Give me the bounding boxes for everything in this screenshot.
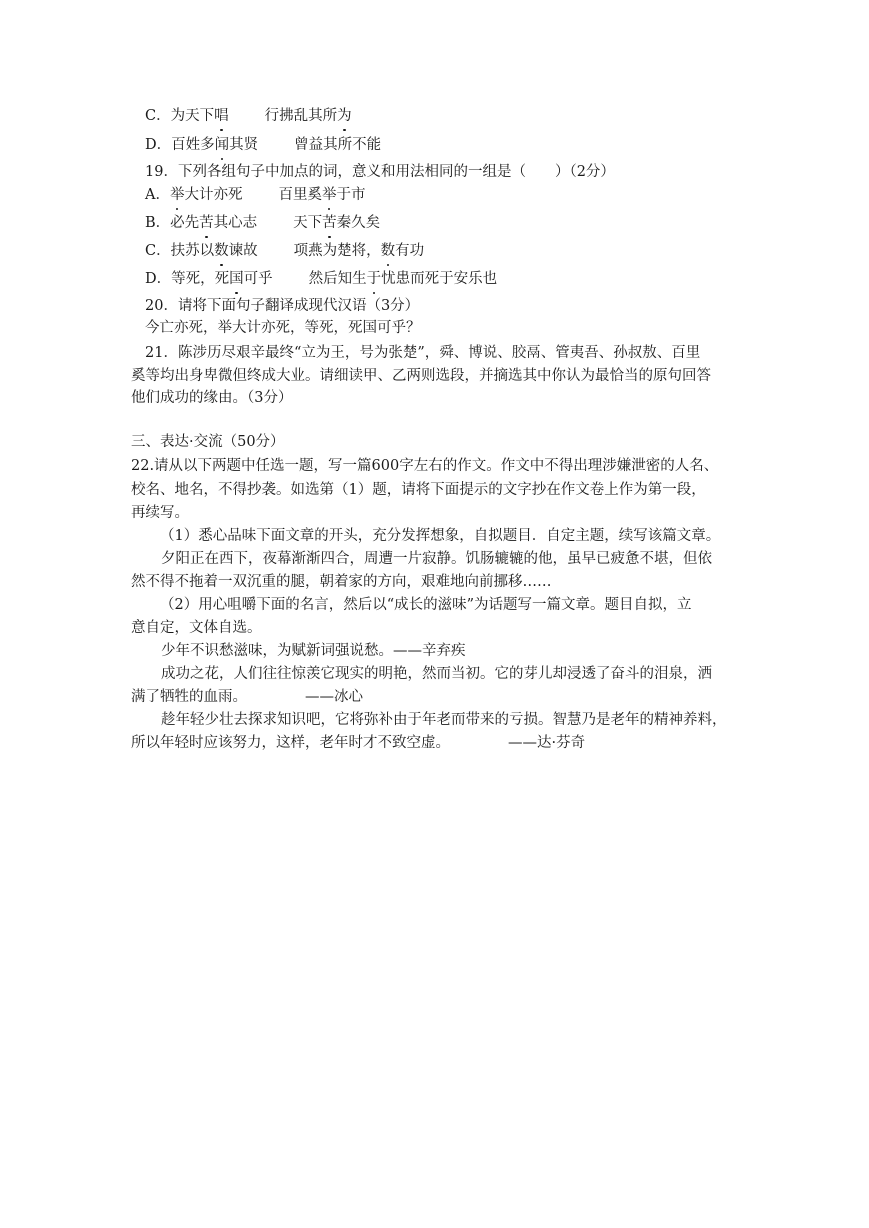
q21-line-2: 奚等均出身卑微但终成大业。请细读甲、乙两则选段，并摘选其中你认为最恰当的原句回答 xyxy=(131,368,711,384)
dotted-char: 举 xyxy=(169,187,185,203)
q19-option-c: C．扶苏以数谏故 项燕为楚将，数有功 xyxy=(145,243,425,259)
quote-2-line-1: 成功之花，人们往往惊羡它现实的明艳，然而当初。它的芽儿却浸透了奋斗的泪泉，洒 xyxy=(161,666,712,682)
q18-option-c: C．为天下唱 行拂乱其所为 xyxy=(145,108,352,124)
q20-sentence: 今亡亦死，举大计亦死，等死，死国可乎？ xyxy=(145,320,421,336)
dotted-char: 闻 xyxy=(214,137,230,153)
q22-line-2: 校名、地名，不得抄袭。如选第（1）题，请将下面提示的文字抄在作文卷上作为第一段， xyxy=(131,482,706,498)
q19-option-d: D．等死，死国可乎 然后知生于忧患而死于安乐也 xyxy=(145,271,498,287)
q22-line-3: 再续写。 xyxy=(131,505,189,521)
q22-option-1: （1）悉心品味下面文章的开头，充分发挥想象，自拟题目．自定主题，续写该篇文章。 xyxy=(160,528,721,544)
quote-3-author: ——达·芬奇 xyxy=(508,735,586,751)
dotted-char: 数 xyxy=(380,243,396,259)
q19-option-b: B．必先苦其心志 天下苦秦久矣 xyxy=(145,215,381,231)
q21-line-3: 他们成功的缘由。（3分） xyxy=(131,390,293,406)
quote-2-line-2: 满了牺牲的血雨。 ——冰心 xyxy=(131,689,363,705)
q21-line-1: 21．陈涉历尽艰辛最终“立为王，号为张楚”，舜、博说、胶鬲、管夷吾、孙叔敖、百里 xyxy=(145,345,701,361)
dotted-char: 数 xyxy=(214,243,229,259)
quote-3-line-2: 所以年轻时应该努力，这样，老年时才不致空虚。 ——达·芬奇 xyxy=(131,735,586,751)
q22-option-1-text-2: 然不得不拖着一双沉重的腿，朝着家的方向，艰难地向前挪移…… xyxy=(131,574,552,590)
quote-2-author: ——冰心 xyxy=(305,689,363,705)
dotted-char: 唱 xyxy=(214,108,229,124)
option-letter: C． xyxy=(145,108,171,124)
q18-option-d: D．百姓多闻其贤 曾益其所不能 xyxy=(145,137,382,153)
option-letter: D． xyxy=(145,137,172,153)
quote-3-line-1: 趁年轻少壮去探求知识吧，它将弥补由于年老而带来的亏损。智慧乃是老年的精神养料， xyxy=(161,712,727,728)
q22-option-2-line-2: 意自定，文体自选。 xyxy=(131,620,262,636)
q19-option-a: A．举大计亦死 百里奚举于市 xyxy=(145,187,366,203)
dotted-char: 国 xyxy=(229,271,244,287)
dotted-char: 举 xyxy=(321,187,337,203)
dotted-char: 于 xyxy=(366,271,382,287)
dotted-char: 苦 xyxy=(199,215,214,231)
q22-option-1-text-1: 夕阳正在西下，夜幕渐渐四合，周遭一片寂静。饥肠辘辘的他，虽早已疲惫不堪，但依 xyxy=(161,551,712,567)
dotted-char: 苦 xyxy=(322,215,337,231)
q22-option-2-line-1: （2）用心咀嚼下面的名言，然后以“成长的滋味”为话题写一篇文章。题目自拟，立 xyxy=(160,597,692,613)
q22-line-1: 22.请从以下两题中任选一题，写一篇600字左右的作文。作文中不得出理涉嫌泄密的人名、 xyxy=(131,458,719,474)
dotted-char: 为 xyxy=(337,108,352,124)
option-letter: A． xyxy=(145,187,170,203)
section-3-heading: 三、表达·交流（50分） xyxy=(131,434,285,450)
q19-stem: 19．下列各组句子中加点的词，意义和用法相同的一组是（ ）（2分） xyxy=(145,164,615,180)
option-letter: C． xyxy=(145,243,171,259)
q20-stem: 20．请将下面句子翻译成现代汉语（3分） xyxy=(145,298,420,314)
option-letter: D． xyxy=(145,271,172,287)
option-letter: B． xyxy=(145,215,171,231)
quote-1: 少年不识愁滋味，为赋新词强说愁。——辛弃疾 xyxy=(161,643,466,659)
